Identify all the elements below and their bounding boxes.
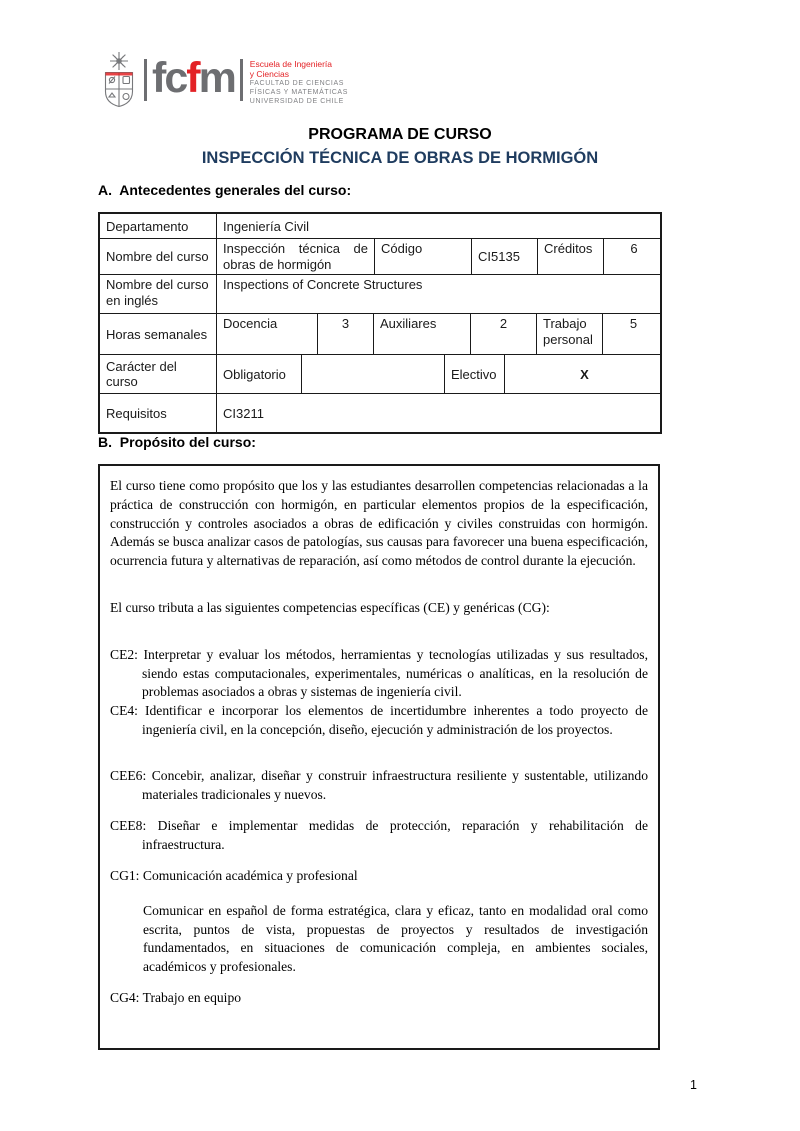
trabajo-personal-value: 5 (629, 316, 638, 331)
nombre-ingles-label: Nombre del curso en inglés (100, 275, 217, 313)
competency-item-ce4 (110, 702, 648, 740)
nombre-ingles-value: Inspections of Concrete Structures (223, 277, 423, 292)
competency-code: CE4: (110, 703, 138, 719)
creditos-value: 6 (630, 241, 638, 256)
section-a-heading: A. Antecedentes generales del curso: (98, 182, 352, 198)
section-b-heading: B. Propósito del curso: (98, 434, 256, 450)
auxiliares-value: 2 (471, 314, 537, 354)
requisitos-value: CI3211 (223, 405, 264, 421)
competency-code: CG4: (110, 989, 140, 1005)
requisitos-label: Requisitos (100, 394, 217, 432)
electivo-label: Electivo (445, 355, 505, 393)
fcfm-wordmark (152, 54, 235, 102)
school-name-line1: Escuela de Ingeniería (249, 58, 333, 69)
logo-text-block (250, 55, 348, 106)
docencia-label: Docencia (217, 314, 318, 354)
school-name-line2: y Ciencias (249, 68, 290, 79)
caracter-label: Carácter del curso (100, 355, 217, 393)
logo-divider-left (144, 59, 147, 101)
departamento-label: Departamento (100, 214, 217, 238)
horas-label: Horas semanales (100, 314, 217, 354)
fcfm-letters-gray: fc (152, 54, 187, 102)
docencia-value: 3 (318, 314, 374, 354)
table-row-nombre-ingles (100, 275, 660, 314)
purpose-paragraph: El curso tiene como propósito que los y las estudiantes desarrollen competencias relacionadas a la práctica de construcción con hormigón, en particular elementos propios de la especificación, construcción y controles asociados a obras de edificación y civiles construidas con hormigón. Además se busca analizar casos de patologías, sus causas para favorecer una buena especificación, ocurrencia futura y alternativas de reparación, así como métodos de control durante la ejecución. (110, 478, 648, 569)
fcfm-letter-m: m (198, 54, 235, 102)
table-row-requisitos (100, 394, 660, 432)
fcfm-logo (100, 50, 348, 110)
nombre-curso-label: Nombre del curso (100, 239, 217, 274)
competency-item-ce2 (110, 646, 648, 702)
obligatorio-value (302, 355, 445, 393)
competency-code: CE2: (110, 646, 138, 662)
competency-text: Diseñar e implementar medidas de protección, reparación y rehabilitación de infraestructura. (142, 818, 648, 853)
competencies-intro: El curso tributa a las siguientes competencias específicas (CE) y genéricas (CG): (110, 599, 550, 615)
competency-code: CEE6: (110, 767, 147, 783)
faculty-name-line2: FÍSICAS Y MATEMÁTICAS (249, 88, 348, 96)
competency-text: Comunicación académica y profesional (142, 867, 358, 883)
departamento-value: Ingeniería Civil (223, 218, 309, 234)
codigo-value: CI5135 (472, 239, 538, 274)
faculty-name-line1: FACULTAD DE CIENCIAS (249, 79, 344, 87)
competency-item-cg1 (110, 867, 648, 886)
competency-item-cee6 (110, 767, 648, 805)
course-info-table (98, 212, 662, 434)
creditos-label: Créditos (538, 239, 604, 274)
competency-code: CEE8: (110, 818, 147, 834)
competency-text: Interpretar y evaluar los métodos, herramientas y tecnologías utilizadas y sus resultados, siendo estas computacionales, experimentales, numéricas o analíticas, en la resolución de problemas asociados a obras y sistemas de ingeniería civil. (142, 646, 648, 700)
fcfm-letter-red: f (186, 54, 199, 102)
electivo-value: X (580, 366, 589, 382)
nombre-curso-value: Inspección técnica de obras de hormigón (217, 239, 375, 274)
codigo-label: Código (375, 239, 472, 274)
competency-text: Concebir, analizar, diseñar y construir infraestructura resiliente y sustentable, utilizando materiales tradicionales y nuevos. (142, 767, 648, 802)
competency-code: CG1: (110, 867, 140, 883)
table-row-caracter (100, 355, 660, 394)
table-row-departamento (100, 214, 660, 239)
table-row-horas (100, 314, 660, 355)
university-name: UNIVERSIDAD DE CHILE (249, 97, 344, 105)
cg1-description: Comunicar en español de forma estratégica, clara y eficaz, tanto en modalidad oral como escrita, puntos de vista, propuestas de proyectos y resultados de investigación fundamentados, en situaciones de comunicación compleja, en ambientes sociales, académicos y profesionales. (143, 902, 648, 975)
competency-text: Identificar e incorporar los elementos de incertidumbre inherentes a todo proyecto de ingeniería civil, en la concepción, diseño, ejecución y administración de los proyectos. (142, 703, 648, 737)
page-number: 1 (690, 1078, 697, 1092)
logo-divider-right (240, 59, 243, 101)
universidad-de-chile-crest-icon (100, 50, 138, 110)
obligatorio-label: Obligatorio (217, 355, 302, 393)
proposito-box (98, 464, 660, 1050)
competency-item-cg4 (110, 989, 648, 1008)
competency-text: Trabajo en equipo (142, 989, 242, 1005)
trabajo-personal-label: Trabajo personal (537, 314, 603, 354)
competency-item-cee8 (110, 817, 648, 855)
auxiliares-label: Auxiliares (374, 314, 471, 354)
table-row-nombre-curso (100, 239, 660, 275)
course-title: INSPECCIÓN TÉCNICA DE OBRAS DE HORMIGÓN (201, 149, 599, 167)
document-title: PROGRAMA DE CURSO (308, 126, 492, 143)
